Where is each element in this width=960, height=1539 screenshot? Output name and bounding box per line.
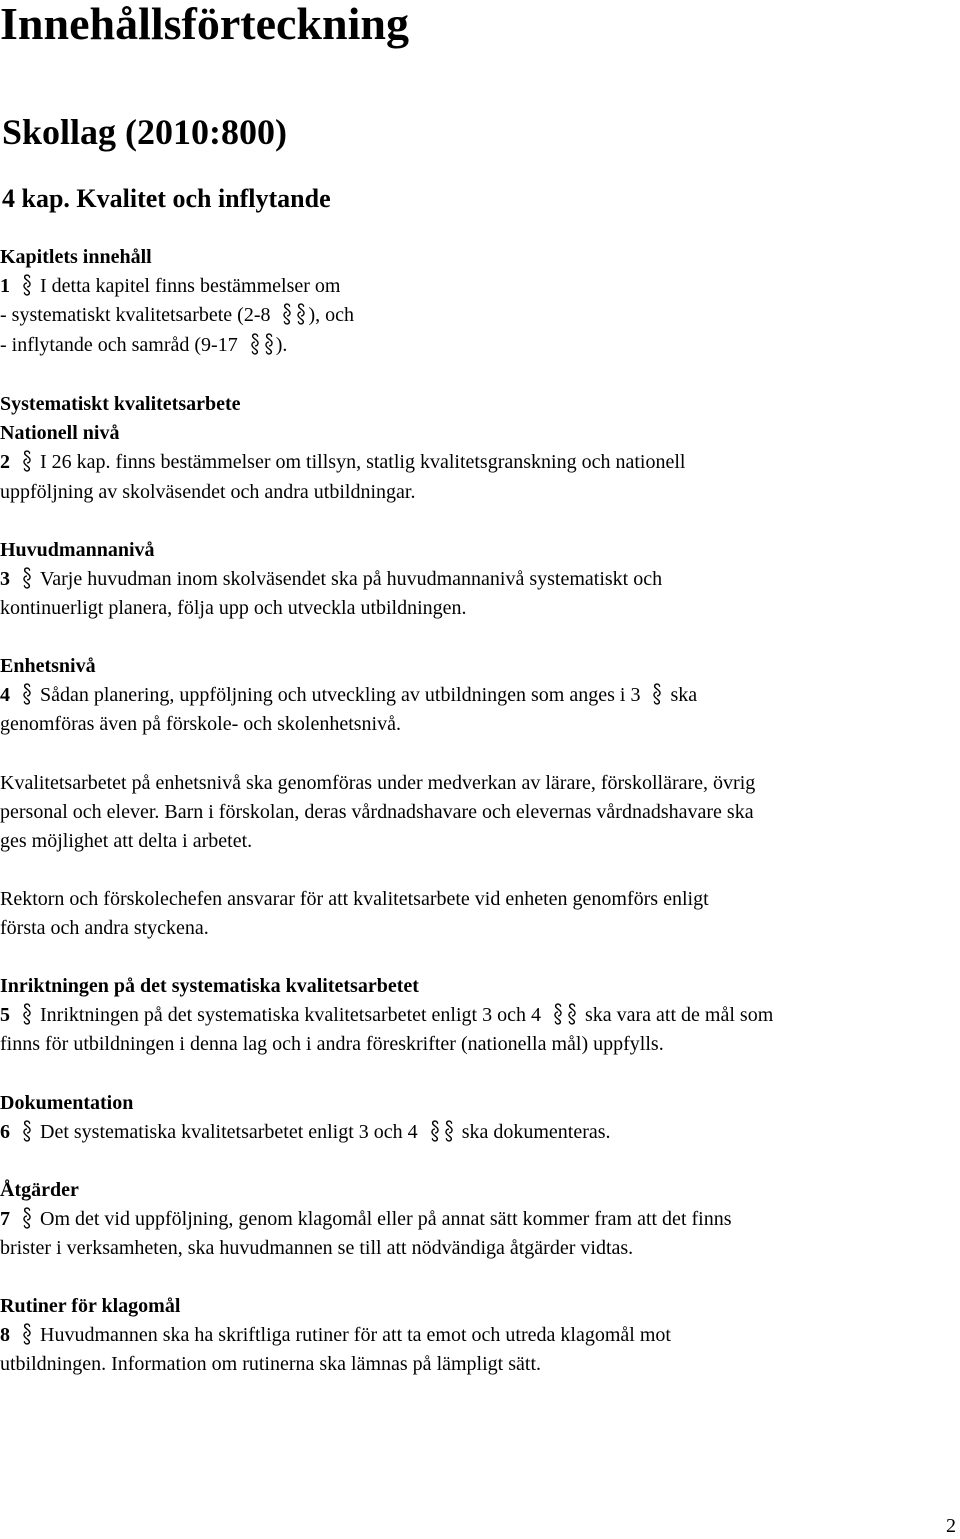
text-line: Kvalitetsarbetet på enhetsnivå ska genomföras under medverkan av lärare, förskollärare, övrig — [0, 772, 756, 794]
section-sign-icon — [296, 303, 306, 325]
section-sign-icon — [282, 303, 292, 325]
section-sign-icon — [22, 1207, 32, 1229]
section-sign-icon — [553, 1003, 563, 1025]
section-atgarder — [0, 1176, 958, 1264]
page-number: 2 — [946, 1515, 956, 1537]
section-inriktningen — [0, 972, 958, 1060]
section-sign-icon — [22, 1120, 32, 1142]
text-line: ges möjlighet att delta i arbetet. — [0, 830, 253, 853]
section-huvudmannaniva — [0, 536, 958, 624]
paragraph-number: 7 — [0, 1208, 10, 1231]
text-line: ska dokumenteras. — [461, 1121, 611, 1144]
section-systematiskt — [0, 390, 958, 507]
section-heading: Huvudmannanivå — [0, 539, 155, 561]
section-heading: Enhetsnivå — [0, 655, 96, 677]
section-sign-icon — [567, 1003, 577, 1025]
paragraph — [0, 769, 958, 857]
section-sign-icon — [652, 683, 662, 705]
section-rutiner — [0, 1292, 958, 1380]
section-sign-icon — [430, 1120, 440, 1142]
text-line: brister i verksamheten, ska huvudmannen se till att nödvändiga åtgärder vidtas. — [0, 1237, 634, 1260]
text-line: ska vara att de mål som — [584, 1004, 774, 1027]
text-line: finns för utbildningen i denna lag och i andra föreskrifter (nationella mål) uppfylls. — [0, 1033, 664, 1056]
section-sign-icon — [444, 1120, 454, 1142]
section-heading: Åtgärder — [0, 1179, 79, 1201]
section-sign-icon — [22, 683, 32, 705]
section-sign-icon — [22, 450, 32, 472]
paragraph-number: 1 — [0, 275, 10, 298]
text-line: I detta kapitel finns bestämmelser om — [40, 275, 341, 298]
section-heading: Rutiner för klagomål — [0, 1295, 181, 1317]
text-line: - inflytande och samråd (9-17 — [0, 333, 238, 356]
text-line: - systematiskt kvalitetsarbete (2-8 — [0, 304, 271, 327]
paragraph-number: 5 — [0, 1004, 10, 1027]
text-line: uppföljning av skolväsendet och andra utbildningar. — [0, 480, 416, 503]
section-sign-icon — [22, 1323, 32, 1345]
section-heading: Systematiskt kvalitetsarbete — [0, 393, 241, 415]
paragraph-number: 8 — [0, 1324, 10, 1347]
text-line: I 26 kap. finns bestämmelser om tillsyn, statlig kvalitetsgranskning och nationell — [40, 451, 686, 474]
text-line: Inriktningen på det systematiska kvalitetsarbetet enligt 3 och 4 — [40, 1004, 541, 1027]
paragraph-number: 6 — [0, 1121, 10, 1144]
text-line: ska — [670, 684, 698, 707]
text-line: första och andra styckena. — [0, 917, 209, 940]
section-sign-icon — [22, 1003, 32, 1025]
section-kapitlets — [0, 243, 958, 360]
section-dokumentation — [0, 1089, 958, 1147]
page-title: Innehållsförteckning — [0, 0, 409, 49]
text-line: Det systematiska kvalitetsarbetet enligt 3 och 4 — [40, 1121, 418, 1144]
section-heading: Inriktningen på det systematiska kvalitetsarbetet — [0, 975, 419, 997]
text-line: kontinuerligt planera, följa upp och utveckla utbildningen. — [0, 597, 467, 620]
section-heading: Dokumentation — [0, 1092, 134, 1114]
text-line: Varje huvudman inom skolväsendet ska på huvudmannanivå systematiskt och — [40, 568, 663, 591]
text-line: personal och elever. Barn i förskolan, deras vårdnadshavare och elevernas vårdnadshavare ska — [0, 801, 754, 824]
text-line: ). — [275, 333, 288, 356]
text-line: Huvudmannen ska ha skriftliga rutiner för att ta emot och utreda klagomål mot — [40, 1324, 671, 1347]
text-line: genomföras även på förskole- och skolenhetsnivå. — [0, 713, 401, 736]
text-line: utbildningen. Information om rutinerna ska lämnas på lämpligt sätt. — [0, 1353, 541, 1376]
section-sign-icon — [22, 567, 32, 589]
text-line: Rektorn och förskolechefen ansvarar för att kvalitetsarbete vid enheten genomförs enligt — [0, 888, 709, 910]
paragraph — [0, 885, 958, 943]
section-sign-icon — [22, 274, 32, 296]
paragraph-number: 4 — [0, 684, 10, 707]
law-title: Skollag (2010:800) — [2, 112, 288, 152]
section-sign-icon — [250, 333, 260, 355]
subsection-heading: Nationell nivå — [0, 422, 120, 445]
text-line: Sådan planering, uppföljning och utveckling av utbildningen som anges i 3 — [40, 684, 641, 707]
section-heading: Kapitlets innehåll — [0, 246, 152, 268]
paragraph-number: 3 — [0, 568, 10, 591]
section-sign-icon — [264, 333, 274, 355]
chapter-title: 4 kap. Kvalitet och inflytande — [2, 184, 331, 213]
text-line: Om det vid uppföljning, genom klagomål eller på annat sätt kommer fram att det finns — [40, 1208, 732, 1231]
section-enhetsniva — [0, 652, 958, 740]
paragraph-number: 2 — [0, 451, 10, 474]
text-line: ), och — [308, 304, 355, 327]
